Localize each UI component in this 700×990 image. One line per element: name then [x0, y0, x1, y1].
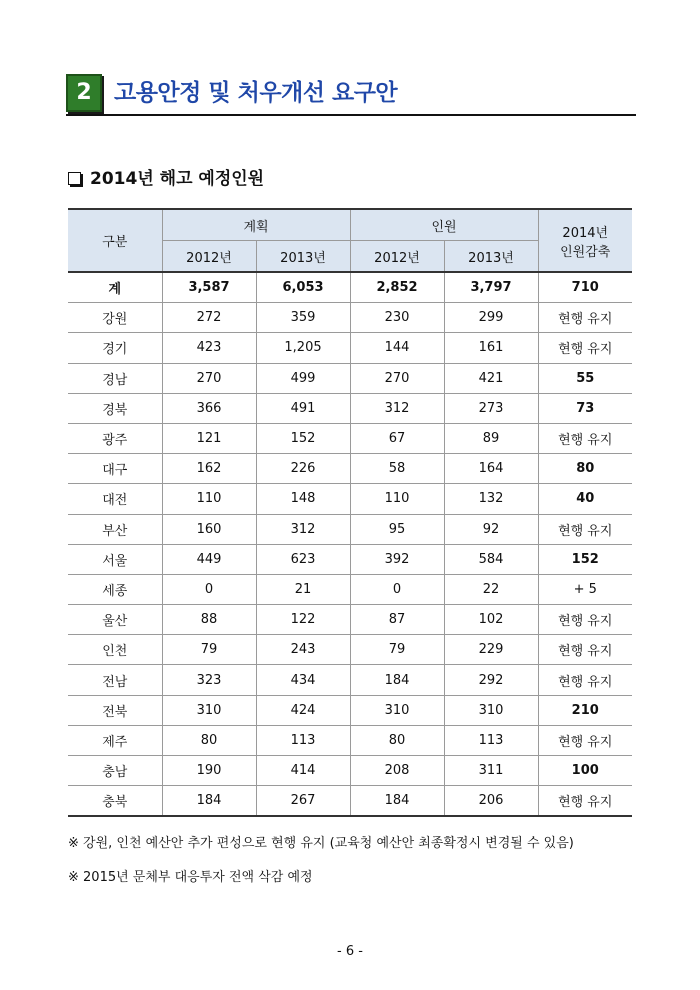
plan-2013-cell: 267	[256, 786, 350, 817]
reduction-cell: 80	[538, 454, 632, 484]
reduction-cell: 현행 유지	[538, 333, 632, 363]
staff-2013-cell: 311	[444, 756, 538, 786]
reduction-cell: 현행 유지	[538, 514, 632, 544]
region-cell: 서울	[68, 544, 162, 574]
plan-2013-cell: 21	[256, 574, 350, 604]
region-cell: 세종	[68, 574, 162, 604]
table-row	[68, 725, 632, 755]
staff-2013-cell: 229	[444, 635, 538, 665]
header-staff-2013: 2013년	[444, 241, 538, 273]
plan-2013-cell: 491	[256, 393, 350, 423]
staff-2013-cell: 164	[444, 454, 538, 484]
plan-2012-cell: 449	[162, 544, 256, 574]
region-cell: 충북	[68, 786, 162, 817]
layoff-table	[68, 208, 632, 817]
staff-2012-cell: 184	[350, 786, 444, 817]
header-reduction	[538, 209, 632, 272]
plan-2012-cell: 270	[162, 363, 256, 393]
plan-2012-cell: 80	[162, 725, 256, 755]
staff-2013-cell: 22	[444, 574, 538, 604]
staff-2012-cell: 110	[350, 484, 444, 514]
reduction-cell: 55	[538, 363, 632, 393]
staff-2012-cell: 2,852	[350, 272, 444, 303]
table-row	[68, 544, 632, 574]
total-row	[68, 272, 632, 303]
reduction-cell: 현행 유지	[538, 725, 632, 755]
region-cell: 전북	[68, 695, 162, 725]
header-reduction-label: 인원감축	[560, 244, 611, 260]
plan-2013-cell: 359	[256, 303, 350, 333]
plan-2012-cell: 423	[162, 333, 256, 363]
region-cell: 경남	[68, 363, 162, 393]
staff-2013-cell: 89	[444, 423, 538, 453]
plan-2013-cell: 1,205	[256, 333, 350, 363]
region-cell: 부산	[68, 514, 162, 544]
region-cell: 대구	[68, 454, 162, 484]
staff-2012-cell: 79	[350, 635, 444, 665]
staff-2012-cell: 270	[350, 363, 444, 393]
staff-2012-cell: 230	[350, 303, 444, 333]
staff-2012-cell: 310	[350, 695, 444, 725]
table-row	[68, 635, 632, 665]
table-row	[68, 605, 632, 635]
staff-2013-cell: 292	[444, 665, 538, 695]
reduction-cell: 현행 유지	[538, 786, 632, 817]
region-cell: 전남	[68, 665, 162, 695]
table-row	[68, 423, 632, 453]
plan-2012-cell: 121	[162, 423, 256, 453]
reduction-cell: + 5	[538, 574, 632, 604]
staff-2013-cell: 113	[444, 725, 538, 755]
staff-2013-cell: 92	[444, 514, 538, 544]
plan-2012-cell: 160	[162, 514, 256, 544]
header-plan-2013: 2013년	[256, 241, 350, 273]
page-number: - 6 -	[337, 944, 363, 959]
plan-2013-cell: 243	[256, 635, 350, 665]
section-number-badge: 2	[66, 74, 102, 112]
plan-2013-cell: 424	[256, 695, 350, 725]
plan-2012-cell: 3,587	[162, 272, 256, 303]
staff-2012-cell: 208	[350, 756, 444, 786]
plan-2012-cell: 162	[162, 454, 256, 484]
staff-2012-cell: 58	[350, 454, 444, 484]
region-cell: 경기	[68, 333, 162, 363]
staff-2012-cell: 184	[350, 665, 444, 695]
footnote-1: ※ 강원, 인천 예산안 추가 편성으로 현행 유지 (교육청 예산안 최종확정시 변경될 수 있음)	[68, 836, 574, 851]
staff-2012-cell: 144	[350, 333, 444, 363]
plan-2013-cell: 113	[256, 725, 350, 755]
reduction-cell: 현행 유지	[538, 303, 632, 333]
reduction-cell: 710	[538, 272, 632, 303]
subsection-title: 2014년 해고 예정인원	[90, 169, 265, 189]
reduction-cell: 현행 유지	[538, 635, 632, 665]
staff-2012-cell: 95	[350, 514, 444, 544]
table-row	[68, 665, 632, 695]
checkbox-bullet-icon	[68, 172, 81, 185]
header-staff-2012: 2012년	[350, 241, 444, 273]
reduction-cell: 현행 유지	[538, 605, 632, 635]
staff-2013-cell: 206	[444, 786, 538, 817]
header-staff: 인원	[350, 209, 538, 241]
staff-2013-cell: 102	[444, 605, 538, 635]
plan-2013-cell: 414	[256, 756, 350, 786]
staff-2012-cell: 312	[350, 393, 444, 423]
staff-2012-cell: 80	[350, 725, 444, 755]
region-cell: 광주	[68, 423, 162, 453]
table-row	[68, 514, 632, 544]
plan-2012-cell: 366	[162, 393, 256, 423]
staff-2012-cell: 87	[350, 605, 444, 635]
staff-2012-cell: 392	[350, 544, 444, 574]
reduction-cell: 현행 유지	[538, 665, 632, 695]
staff-2012-cell: 0	[350, 574, 444, 604]
reduction-cell: 현행 유지	[538, 423, 632, 453]
reduction-cell: 210	[538, 695, 632, 725]
table-row	[68, 454, 632, 484]
plan-2013-cell: 226	[256, 454, 350, 484]
region-cell: 울산	[68, 605, 162, 635]
plan-2012-cell: 323	[162, 665, 256, 695]
table-body	[68, 272, 632, 816]
plan-2012-cell: 184	[162, 786, 256, 817]
staff-2013-cell: 421	[444, 363, 538, 393]
reduction-cell: 73	[538, 393, 632, 423]
table-row	[68, 333, 632, 363]
plan-2012-cell: 88	[162, 605, 256, 635]
table-row	[68, 695, 632, 725]
plan-2013-cell: 623	[256, 544, 350, 574]
reduction-cell: 40	[538, 484, 632, 514]
header-category: 구분	[68, 209, 162, 272]
table-row	[68, 574, 632, 604]
plan-2013-cell: 499	[256, 363, 350, 393]
section-title: 고용안정 및 처우개선 요구안	[114, 80, 398, 106]
reduction-cell: 100	[538, 756, 632, 786]
table-row	[68, 786, 632, 817]
plan-2013-cell: 6,053	[256, 272, 350, 303]
plan-2012-cell: 272	[162, 303, 256, 333]
staff-2013-cell: 584	[444, 544, 538, 574]
region-cell: 대전	[68, 484, 162, 514]
staff-2013-cell: 299	[444, 303, 538, 333]
footnote-2: ※ 2015년 문체부 대응투자 전액 삭감 예정	[68, 870, 313, 885]
plan-2013-cell: 312	[256, 514, 350, 544]
region-cell: 강원	[68, 303, 162, 333]
reduction-cell: 152	[538, 544, 632, 574]
header-reduction-year: 2014년	[562, 225, 609, 241]
header-plan-2012: 2012년	[162, 241, 256, 273]
staff-2013-cell: 3,797	[444, 272, 538, 303]
table-row	[68, 756, 632, 786]
table-row	[68, 393, 632, 423]
region-cell: 충남	[68, 756, 162, 786]
table-row	[68, 363, 632, 393]
plan-2012-cell: 0	[162, 574, 256, 604]
table-row	[68, 303, 632, 333]
region-cell: 계	[68, 272, 162, 303]
plan-2013-cell: 148	[256, 484, 350, 514]
plan-2013-cell: 152	[256, 423, 350, 453]
region-cell: 인천	[68, 635, 162, 665]
plan-2012-cell: 190	[162, 756, 256, 786]
plan-2012-cell: 310	[162, 695, 256, 725]
region-cell: 제주	[68, 725, 162, 755]
staff-2013-cell: 273	[444, 393, 538, 423]
plan-2013-cell: 434	[256, 665, 350, 695]
section-header	[66, 74, 636, 116]
plan-2012-cell: 110	[162, 484, 256, 514]
region-cell: 경북	[68, 393, 162, 423]
table-row	[68, 484, 632, 514]
plan-2013-cell: 122	[256, 605, 350, 635]
header-plan: 계획	[162, 209, 350, 241]
plan-2012-cell: 79	[162, 635, 256, 665]
staff-2013-cell: 132	[444, 484, 538, 514]
staff-2013-cell: 161	[444, 333, 538, 363]
staff-2013-cell: 310	[444, 695, 538, 725]
staff-2012-cell: 67	[350, 423, 444, 453]
